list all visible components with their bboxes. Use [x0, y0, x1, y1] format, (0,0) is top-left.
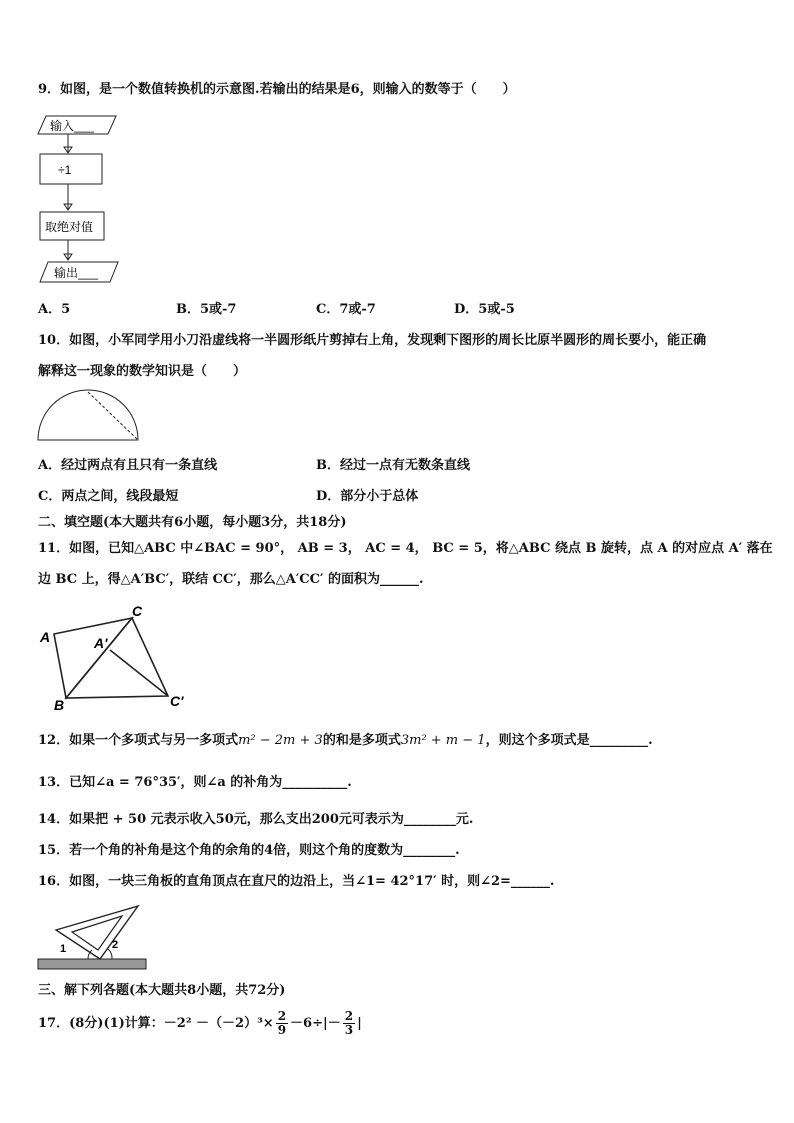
flow-output: 输出___ — [54, 266, 99, 280]
q17-f1-num: 2 — [277, 1009, 287, 1023]
angle-label-1: 1 — [60, 943, 67, 955]
flow-input: 输入___ — [50, 119, 95, 133]
q17-fraction-2 — [343, 1010, 355, 1037]
q12 — [38, 733, 653, 749]
q12-text-b: 的和是多项式 — [322, 733, 401, 748]
q9-option-b: B．5或-7 — [176, 302, 237, 317]
q10-line1: 10．如图，小军同学用小刀沿虚线将一半圆形纸片剪掉右上角，发现剩下图形的周长比原半圆形的周长要小，能正确 — [38, 333, 707, 348]
q17-f2-den: 3 — [344, 1023, 354, 1037]
q9-option-c: C．7或-7 — [316, 302, 376, 317]
q17-prefix: 17．(8分)(1)计算：－2² －（－2）³× — [38, 1016, 274, 1031]
angle-label-2: 2 — [112, 939, 119, 951]
label-C-prime: C' — [170, 693, 184, 709]
q17-mid: －6÷|－ — [290, 1016, 341, 1031]
q10-semicircle-figure — [36, 388, 142, 444]
q12-poly2: 3m² + m − 1 — [400, 733, 486, 748]
q10-option-d: D．部分小于总体 — [316, 489, 419, 504]
label-C: C — [132, 604, 143, 619]
q11-line1: 11．如图，已知△ABC 中∠BAC = 90°， AB = 3， AC = 4， BC = 5，将△ABC 绕点 B 旋转，点 A 的对应点 A′ 落在 — [38, 541, 773, 556]
q12-text-a: 12．如果一个多项式与另一多项式 — [38, 733, 239, 748]
section3-heading: 三、解下列各题(本大题共8小题，共72分) — [38, 983, 286, 998]
q10-option-b: B．经过一点有无数条直线 — [316, 458, 470, 473]
q9-option-d: D．5或-5 — [454, 302, 515, 317]
q15: 15．若一个角的补角是这个角的余角的4倍，则这个角的度数为________. — [38, 843, 460, 858]
q12-poly1: m² − 2m + 3 — [238, 733, 323, 748]
q17-f2-num: 2 — [344, 1009, 354, 1023]
q17 — [38, 1007, 362, 1041]
q13: 13．已知∠a = 76°35′，则∠a 的补角为__________. — [38, 775, 352, 790]
q16-triangle-ruler-figure — [36, 904, 150, 972]
q9-stem: 9．如图，是一个数值转换机的示意图.若输出的结果是6，则输入的数等于（ ） — [38, 82, 516, 97]
flow-step2: 取绝对值 — [45, 220, 94, 234]
q10-option-a: A．经过两点有且只有一条直线 — [38, 458, 218, 473]
label-A-prime: A' — [94, 635, 108, 651]
section2-heading: 二、填空题(本大题共有6小题，每小题3分，共18分) — [38, 515, 347, 530]
q11-triangle-figure — [36, 604, 196, 714]
label-B: B — [54, 697, 65, 713]
q9-flowchart — [36, 110, 126, 292]
q14: 14．如果把 + 50 元表示收入50元，那么支出200元可表示为________元. — [38, 812, 474, 827]
q10-line2: 解释这一现象的数学知识是（ ） — [38, 364, 247, 379]
q16: 16．如图，一块三角板的直角顶点在直尺的边沿上，当∠1= 42°17′ 时，则∠2=______. — [38, 874, 555, 889]
q10-option-c: C．两点之间，线段最短 — [38, 489, 179, 504]
q17-f1-den: 9 — [277, 1023, 287, 1037]
q17-fraction-1 — [276, 1010, 288, 1037]
q17-suffix: | — [357, 1016, 362, 1031]
q11-line2: 边 BC 上，得△A′BC′，联结 CC′，那么△A′CC′ 的面积为______. — [38, 572, 424, 587]
flow-step1: ÷1 — [58, 163, 72, 177]
label-A: A — [40, 629, 51, 645]
q12-text-c: ，则这个多项式是_________. — [485, 733, 653, 748]
q9-option-a: A．5 — [38, 302, 71, 317]
